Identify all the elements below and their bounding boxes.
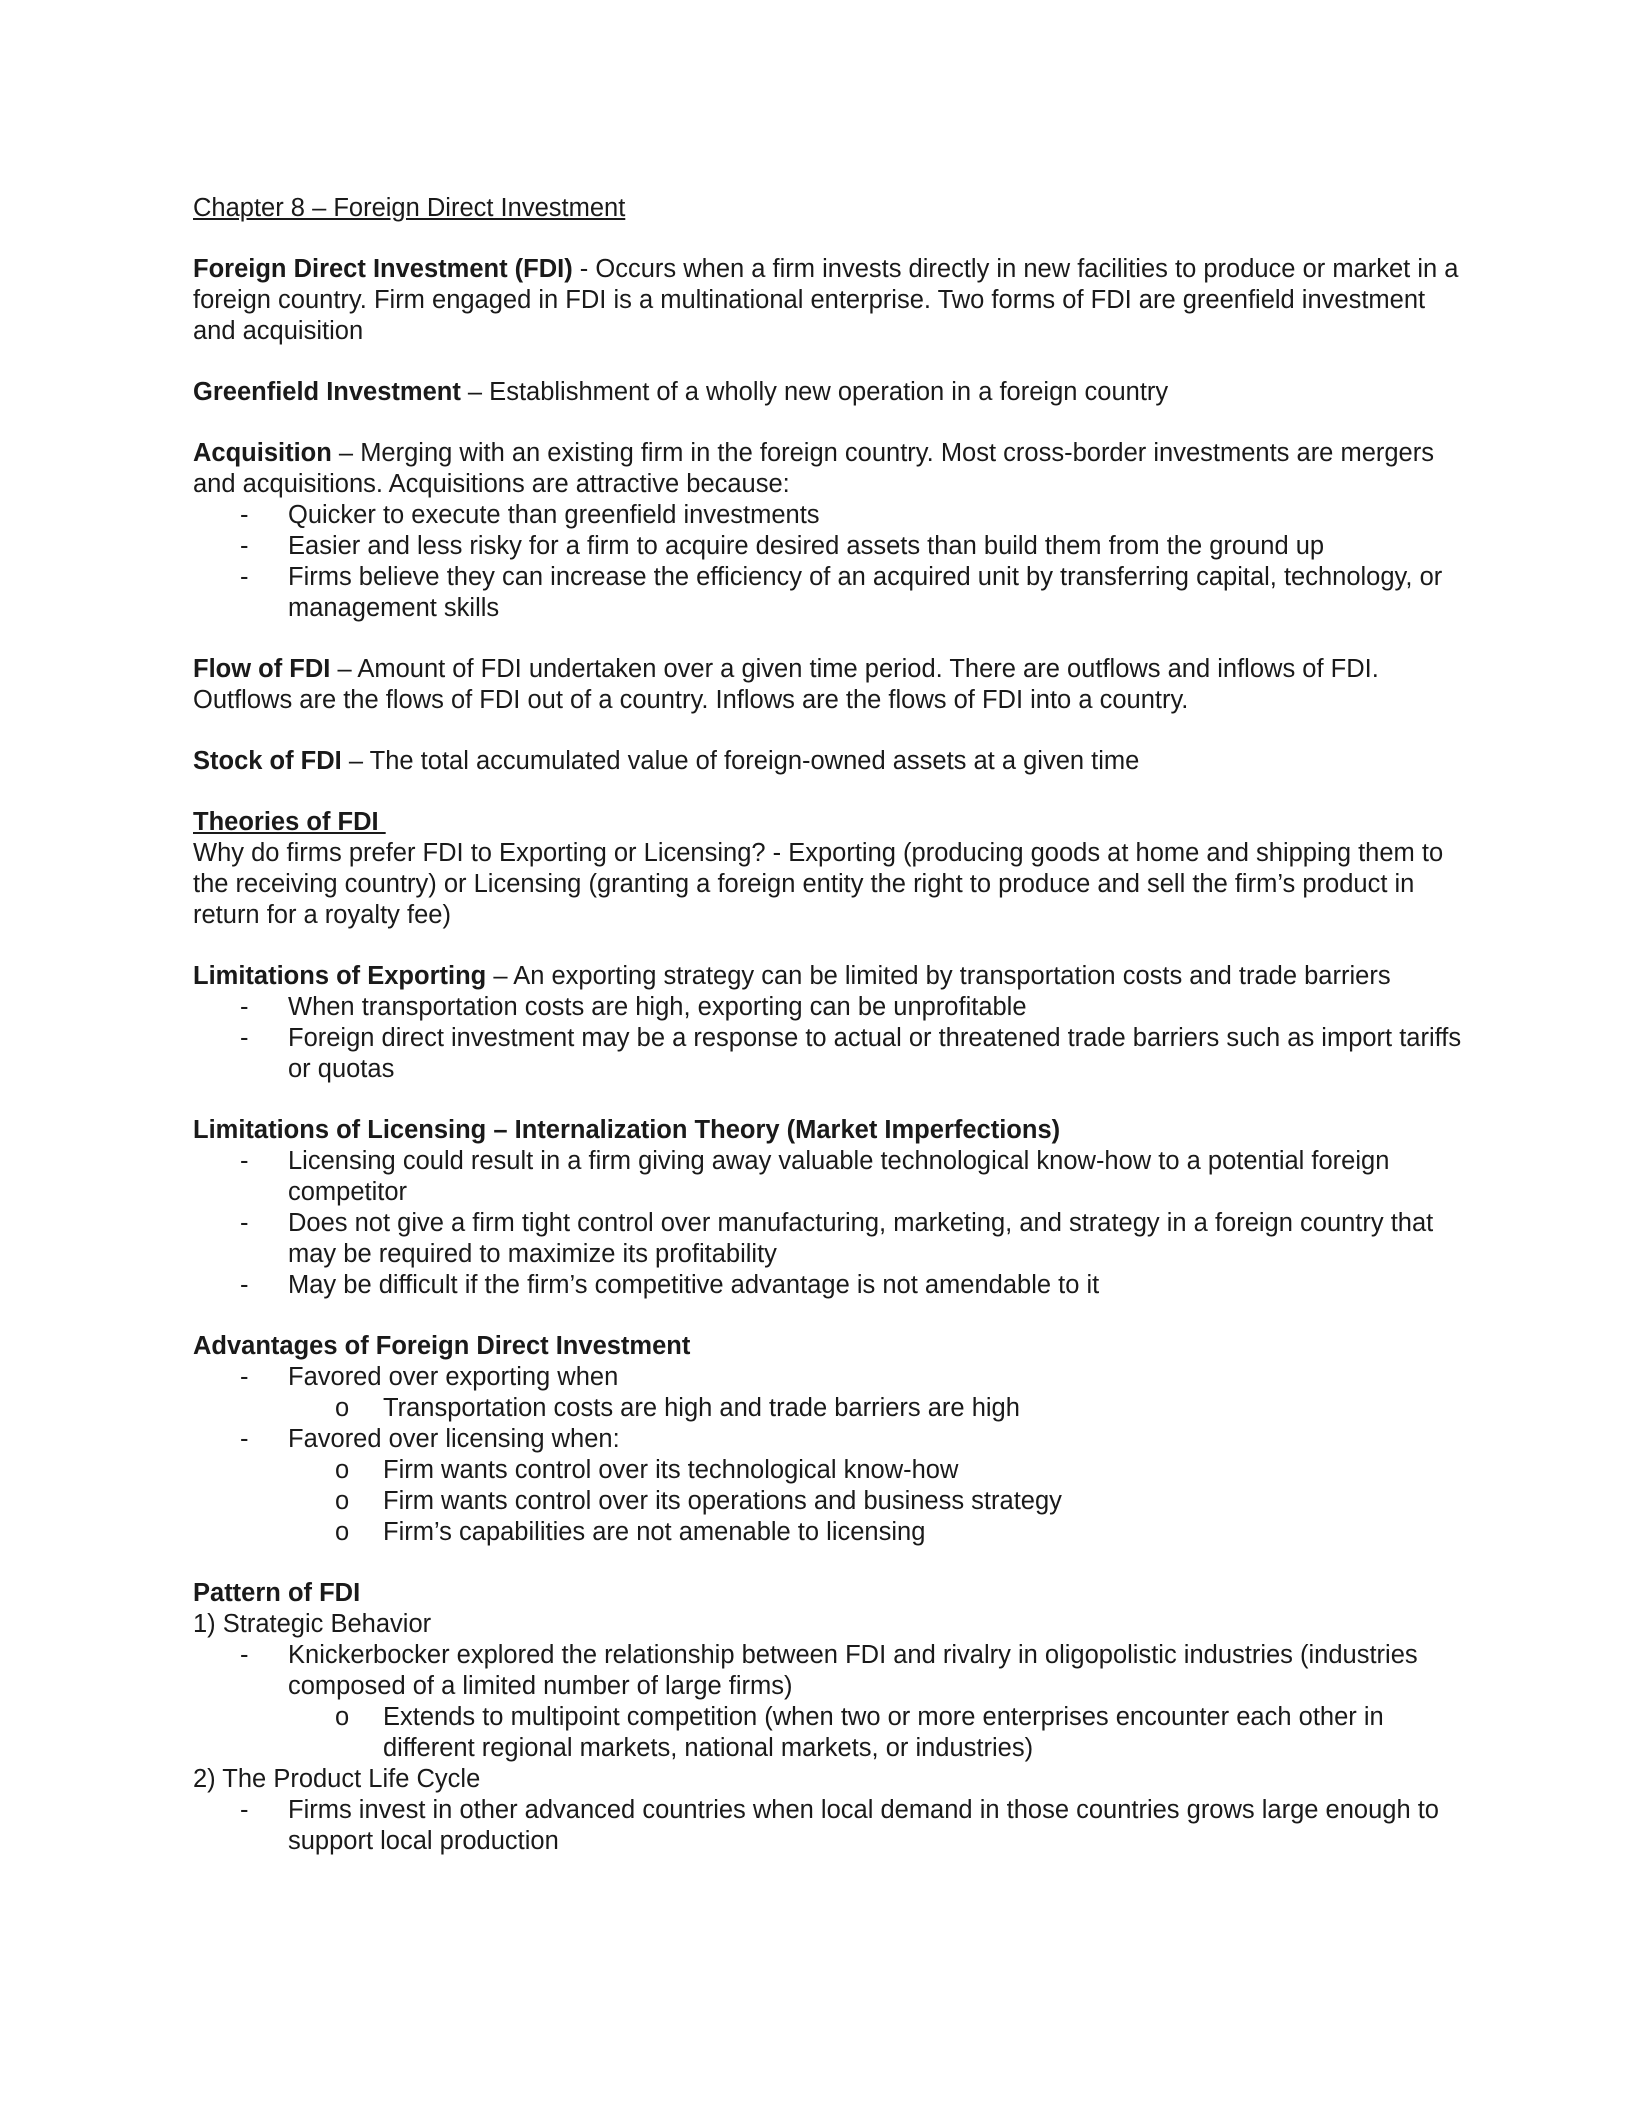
list-item [193,1362,1463,1424]
list-item-text: Knickerbocker explored the relationship between FDI and rivalry in oligopolistic industries (industries composed of a limited number of large firms) [288,1641,1418,1700]
sub-list [288,1393,1463,1424]
sub-list-item [193,1393,1463,1424]
sub-list-item [193,1455,1463,1486]
circle-bullet: o [335,1703,350,1731]
exporting-section [193,961,1463,1085]
stock-definition [193,746,1463,777]
list-item-text: May be difficult if the firm’s competitive advantage is not amendable to it [288,1271,1100,1299]
list-item [193,1270,1463,1301]
list-item-text: Licensing could result in a firm giving away valuable technological know-how to a potential foreign competitor [288,1147,1390,1206]
term-label: Limitations of Exporting [193,962,487,990]
list-item-text: Does not give a firm tight control over manufacturing, marketing, and strategy in a foreign country that may be required to maximize its profitability [288,1209,1434,1268]
pattern-section [193,1578,1463,1857]
sub-list [288,1702,1463,1764]
term-label: Flow of FDI [193,655,331,683]
advantages-heading: Advantages of Foreign Direct Investment [193,1332,691,1360]
fdi-definition [193,254,1463,347]
list-item [193,1023,1463,1085]
circle-bullet: o [335,1394,350,1422]
list-item-text: When transportation costs are high, exporting can be unprofitable [288,993,1027,1021]
exporting-list [193,992,1463,1085]
advantages-section [193,1331,1463,1548]
chapter-title: Chapter 8 – Foreign Direct Investment [193,194,626,222]
dash-bullet: - [240,1271,249,1299]
list-item [193,1795,1463,1857]
sub-list-item-text: Firm wants control over its technological know-how [383,1456,959,1484]
pattern-subheading-1: 1) Strategic Behavior [193,1610,432,1638]
dash-bullet: - [240,1363,249,1391]
list-item [193,992,1463,1023]
sub-list-item-text: Extends to multipoint competition (when two or more enterprises encounter each other in different regional markets, national markets, or industries) [383,1703,1384,1762]
licensing-heading: Limitations of Licensing – Internalization Theory (Market Imperfections) [193,1116,1061,1144]
dash-bullet: - [240,1425,249,1453]
circle-bullet: o [335,1518,350,1546]
list-item-text: Easier and less risky for a firm to acquire desired assets than build them from the ground up [288,532,1325,560]
list-item-text: Firms believe they can increase the efficiency of an acquired unit by transferring capital, technology, or management skills [288,563,1443,622]
definition-text: – Establishment of a wholly new operation in a foreign country [460,378,1169,406]
definition-text: – An exporting strategy can be limited by transportation costs and trade barriers [486,962,1391,990]
term-label: Foreign Direct Investment (FDI) [193,255,573,283]
advantages-list [193,1362,1463,1548]
definition-text: – The total accumulated value of foreign-owned assets at a given time [341,747,1140,775]
list-item [193,500,1463,531]
pattern-list-1 [193,1640,1463,1764]
licensing-section [193,1115,1463,1301]
sub-list [288,1455,1463,1548]
exporting-definition [193,961,1463,992]
theories-section [193,807,1463,931]
acquisition-list [193,500,1463,624]
acquisition-section [193,438,1463,624]
dash-bullet: - [240,532,249,560]
sub-list-item [193,1517,1463,1548]
list-item [193,531,1463,562]
list-item-text: Quicker to execute than greenfield investments [288,501,820,529]
sub-list-item-text: Firm’s capabilities are not amenable to licensing [383,1518,926,1546]
list-item [193,1640,1463,1764]
dash-bullet: - [240,1796,249,1824]
dash-bullet: - [240,1024,249,1052]
flow-definition [193,654,1463,716]
term-label: Greenfield Investment [193,378,461,406]
dash-bullet: - [240,1209,249,1237]
dash-bullet: - [240,1147,249,1175]
dash-bullet: - [240,993,249,1021]
theories-text: Why do firms prefer FDI to Exporting or Licensing? - Exporting (producing goods at home and shipping them to the receiving country) or Licensing (granting a foreign entity the right to produce and sell the firm’s product in return for a royalty fee) [193,839,1444,929]
list-item-text: Firms invest in other advanced countries when local demand in those countries grows large enough to support local production [288,1796,1439,1855]
licensing-list [193,1146,1463,1301]
term-label: Stock of FDI [193,747,342,775]
term-label: Acquisition [193,439,332,467]
list-item [193,562,1463,624]
dash-bullet: - [240,501,249,529]
dash-bullet: - [240,1641,249,1669]
list-item [193,1424,1463,1548]
sub-list-item [193,1702,1463,1764]
list-item [193,1146,1463,1208]
definition-text: – Merging with an existing firm in the foreign country. Most cross-border investments are mergers and acquisitions. Acquisitions are attractive because: [193,439,1434,498]
acquisition-definition [193,438,1463,500]
pattern-list-2 [193,1795,1463,1857]
document-body [193,193,1463,1887]
list-item-text: Foreign direct investment may be a response to actual or threatened trade barriers such as import tariffs or quotas [288,1024,1462,1083]
list-item-text: Favored over licensing when: [288,1425,620,1453]
pattern-subheading-2: 2) The Product Life Cycle [193,1765,481,1793]
circle-bullet: o [335,1487,350,1515]
list-item-text: Favored over exporting when [288,1363,619,1391]
pattern-heading: Pattern of FDI [193,1579,361,1607]
sub-list-item [193,1486,1463,1517]
theories-heading: Theories of FDI [193,808,386,836]
dash-bullet: - [240,563,249,591]
circle-bullet: o [335,1456,350,1484]
sub-list-item-text: Transportation costs are high and trade barriers are high [383,1394,1020,1422]
sub-list-item-text: Firm wants control over its operations and business strategy [383,1487,1062,1515]
greenfield-definition [193,377,1463,408]
definition-text: – Amount of FDI undertaken over a given time period. There are outflows and inflows of FDI. Outflows are the flows of FDI out of a country. Inflows are the flows of FDI into a country. [193,655,1379,714]
list-item [193,1208,1463,1270]
definition-text: - Occurs when a firm invests directly in new facilities to produce or market in a foreign country. Firm engaged in FDI is a multinational enterprise. Two forms of FDI are greenfield investment and acquisition [193,255,1459,345]
